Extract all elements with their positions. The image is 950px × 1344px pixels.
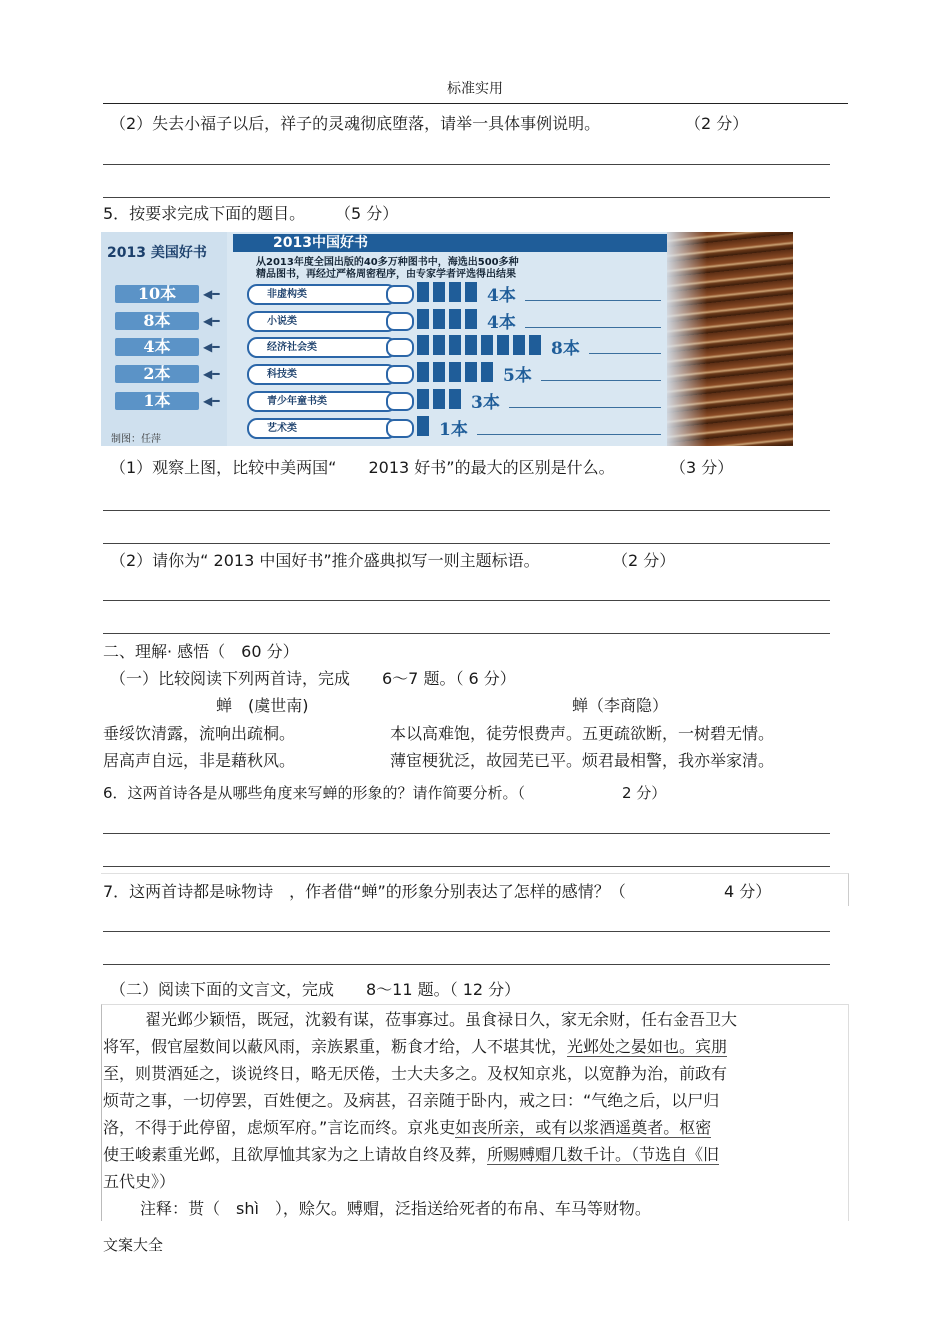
passage-line <box>103 1118 711 1138</box>
count-label: 3本 <box>471 393 500 413</box>
count-label: 8本 <box>551 339 580 359</box>
good-books-infographic <box>101 232 793 446</box>
us-count: 4本 <box>115 338 199 356</box>
poem-1-title: 蝉 (虞世南) <box>216 696 309 715</box>
count-label: 4本 <box>487 313 516 333</box>
count-bar <box>465 362 477 382</box>
question-6-score: 2 分） <box>622 784 667 802</box>
passage-line: 翟光邺少颖悟，既冠，沈毅有谋，莅事寡过。虽食禄日久，家无余财，任右金吾卫大 <box>145 1010 738 1029</box>
answer-line[interactable] <box>103 164 830 165</box>
question-5-2: （2）请你为“ 2013 中国好书”推介盛典拟写一则主题标语。 <box>110 551 540 570</box>
count-bar <box>513 335 525 355</box>
count-bar <box>433 389 445 409</box>
count-bar <box>465 335 477 355</box>
question-4-2-score: （2 分） <box>685 114 749 133</box>
answer-line[interactable] <box>103 866 830 867</box>
page-header: 标准实用 <box>447 81 503 97</box>
count-bar <box>529 335 541 355</box>
passage-note: 注释：贳（ shì ），赊欠。赙赗，泛指送给死者的布帛、车马等财物。 <box>140 1199 651 1218</box>
us-count: 8本 <box>115 312 199 330</box>
answer-line[interactable] <box>103 964 830 965</box>
answer-line[interactable] <box>103 633 830 634</box>
count-bar <box>433 309 445 329</box>
poem-1-line: 居高声自远，非是藉秋风。 <box>103 751 296 770</box>
count-bar <box>417 389 429 409</box>
question-5-2-score: （2 分） <box>612 551 676 570</box>
count-bar <box>465 282 477 302</box>
question-5-score: （5 分） <box>335 204 399 223</box>
question-5: 5．按要求完成下面的题目。 <box>103 204 306 223</box>
count-bar <box>481 362 493 382</box>
book-icon <box>386 312 414 331</box>
cn-subtitle: 从2013年度全国出版的40多万种图书中，海选出500多种 <box>256 257 519 268</box>
count-bar <box>417 335 429 355</box>
arrow-left-icon: ◀━ <box>203 340 220 354</box>
us-title: 2013 美国好书 <box>107 245 207 261</box>
us-count: 2本 <box>115 365 199 383</box>
header-rule <box>103 103 848 104</box>
count-bar <box>449 282 461 302</box>
leader-line <box>589 353 661 354</box>
question-7: 7．这两首诗都是咏物诗 ，作者借“蝉”的形象分别表达了怎样的感情？（ <box>103 882 626 901</box>
book-icon <box>386 365 414 384</box>
leader-line <box>525 300 661 301</box>
count-label: 1本 <box>439 420 468 440</box>
poem-2-line: 薄宦梗犹泛，故园芜已平。烦君最相警，我亦举家清。 <box>390 751 775 770</box>
count-bar <box>481 335 493 355</box>
page-footer: 文案大全 <box>103 1236 164 1254</box>
arrow-left-icon: ◀━ <box>203 367 220 381</box>
passage-line: 至，则贳酒延之，谈说终日，略无厌倦，士大夫多之。及权知京兆，以宽静为治，前政有 <box>103 1064 728 1083</box>
count-label: 4本 <box>487 286 516 306</box>
count-bar <box>449 389 461 409</box>
count-bar <box>417 416 429 436</box>
leader-line <box>525 327 661 328</box>
question-4-2: （2）失去小福子以后，祥子的灵魂彻底堕落，请举一具体事例说明。 <box>110 114 601 133</box>
count-bar <box>433 335 445 355</box>
category-label: 青少年童书类 <box>247 391 397 412</box>
answer-line[interactable] <box>103 833 830 834</box>
book-icon <box>386 419 414 438</box>
book-icon <box>386 338 414 357</box>
answer-line[interactable] <box>103 197 830 198</box>
answer-line[interactable] <box>103 931 830 932</box>
count-bar <box>417 282 429 302</box>
book-icon <box>386 392 414 411</box>
cn-title: 2013中国好书 <box>233 234 693 252</box>
category-label: 经济社会类 <box>247 337 397 358</box>
count-bar <box>433 282 445 302</box>
passage-line <box>103 1037 727 1057</box>
count-label: 5本 <box>503 366 532 386</box>
us-count: 1本 <box>115 392 199 410</box>
question-7-score: 4 分） <box>724 882 772 901</box>
passage-text: 洛，不得于此停留，虑烦军府。”言讫而终。京兆吏 <box>103 1118 456 1137</box>
count-bar <box>417 309 429 329</box>
poem-2-line: 本以高难饱，徒劳恨费声。五更疏欲断，一树碧无情。 <box>390 724 775 743</box>
count-bar <box>417 362 429 382</box>
chart-credit: 制图：任萍 <box>111 434 161 445</box>
underlined-sentence: 如丧所亲，或有以浆酒遥奠者。枢密 <box>455 1118 712 1137</box>
section-2-heading: 二、理解· 感悟（ 60 分） <box>103 642 299 661</box>
leader-line <box>477 434 661 435</box>
count-bar <box>433 362 445 382</box>
arrow-left-icon: ◀━ <box>203 394 220 408</box>
category-label: 艺术类 <box>247 418 397 439</box>
answer-line[interactable] <box>103 600 830 601</box>
part-1-heading: （一）比较阅读下列两首诗，完成 6～7 题。（ 6 分） <box>110 669 516 688</box>
passage-line <box>103 1145 719 1165</box>
underlined-sentence: 所赐赙赗几数千计。（节选自《旧 <box>487 1145 720 1164</box>
poem-2-title: 蝉（李商隐） <box>572 696 669 715</box>
poem-1-line: 垂绥饮清露，流响出疏桐。 <box>103 724 296 743</box>
leader-line <box>541 380 661 381</box>
count-bar <box>449 309 461 329</box>
question-6: 6．这两首诗各是从哪些角度来写蝉的形象的？请作简要分析。（ <box>103 784 526 802</box>
passage-line: 五代史》） <box>103 1172 176 1191</box>
passage-line: 烦苛之事，一切停罢，百姓便之。及病甚，召亲随于卧内，戒之曰：“气绝之后，以尸归 <box>103 1091 720 1110</box>
underlined-sentence: 光邺处之晏如也。宾朋 <box>567 1037 728 1056</box>
category-label: 小说类 <box>247 311 397 332</box>
category-label: 非虚构类 <box>247 284 397 305</box>
count-bar <box>497 335 509 355</box>
count-bar <box>449 335 461 355</box>
us-count: 10本 <box>115 285 199 303</box>
cn-subtitle: 精品图书，再经过严格周密程序，由专家学者评选得出结果 <box>256 269 516 280</box>
question-5-1-score: （3 分） <box>670 458 734 477</box>
count-bar <box>465 309 477 329</box>
book-icon <box>386 285 414 304</box>
us-panel <box>101 232 227 446</box>
passage-text: 将军，假官屋数间以蔽风雨，亲族累重，粝食才给，人不堪其忧， <box>103 1037 568 1056</box>
answer-line[interactable] <box>103 510 830 511</box>
arrow-left-icon: ◀━ <box>203 287 220 301</box>
category-label: 科技类 <box>247 364 397 385</box>
answer-line[interactable] <box>103 543 830 544</box>
arrow-left-icon: ◀━ <box>203 314 220 328</box>
part-2-heading: （二）阅读下面的文言文，完成 8～11 题。（ 12 分） <box>110 980 521 999</box>
count-bar <box>449 362 461 382</box>
passage-text: 使王峻素重光邺，且欲厚恤其家为之上请故自终及葬， <box>103 1145 488 1164</box>
question-5-1: （1）观察上图，比较中美两国“ 2013 好书”的最大的区别是什么。 <box>110 458 615 477</box>
leader-line <box>509 407 661 408</box>
